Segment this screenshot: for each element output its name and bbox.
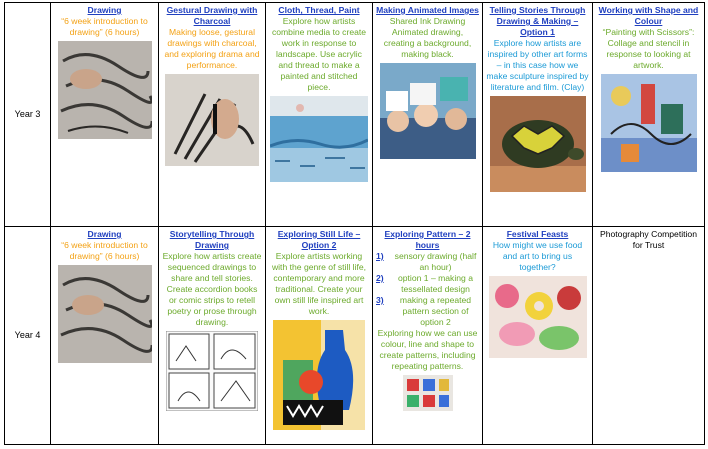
- list-item: [376, 273, 479, 295]
- cell-storytelling-y4: [159, 227, 266, 445]
- drawing-photo: [58, 41, 152, 139]
- cell-festival-y4: [483, 227, 593, 445]
- list-item: [376, 251, 479, 273]
- still-life-artwork: [273, 320, 365, 430]
- cell-animated-y3: [373, 3, 483, 227]
- cell-desc: Explore how artists are inspired by other art forms – in this case how we make sculpture inspired by literature and film. (Clay): [486, 38, 589, 92]
- cell-desc: “6 week introduction to drawing” (6 hours): [61, 240, 148, 261]
- cell-desc: How might we use food and art to bring us together?: [492, 240, 583, 272]
- list-text: option 1 – making a tessellated design: [397, 273, 473, 294]
- cell-title[interactable]: Exploring Still Life – Option 2: [277, 229, 361, 250]
- festival-food-photo: [489, 276, 587, 358]
- year-label: Year 4: [5, 227, 51, 445]
- cell-desc: “6 week introduction to drawing” (6 hours): [61, 16, 148, 37]
- list-item: [376, 295, 479, 328]
- pattern-photo: [403, 375, 453, 411]
- cell-still-life-y4: [266, 227, 373, 445]
- cell-shape-colour-y3: [593, 3, 705, 227]
- cell-title[interactable]: Making Animated Images: [376, 5, 479, 15]
- clay-turtle-photo: [490, 96, 586, 192]
- cell-title[interactable]: Telling Stories Through Drawing & Making – Option 1: [489, 5, 586, 37]
- cell-gestural-y3: [159, 3, 266, 227]
- cell-title[interactable]: Storytelling Through Drawing: [169, 229, 255, 250]
- cell-desc: Explore artists working with the genre of still life, contemporary and more traditional. Create your own still life inspired art work.: [271, 251, 367, 316]
- cell-drawing-y3: [51, 3, 159, 227]
- comic-strip-photo: [166, 331, 258, 411]
- cell-stories-y3: [483, 3, 593, 227]
- list-number: 2): [376, 273, 384, 283]
- cell-desc: Exploring how we can use colour, line and shape to create patterns, including repeating patterns.: [377, 328, 478, 371]
- list-text: sensory drawing (half an hour): [394, 251, 477, 272]
- drawing-photo: [58, 265, 152, 363]
- pattern-steps-list: [376, 251, 479, 328]
- cell-photography-y4: [593, 227, 705, 445]
- cell-title[interactable]: Working with Shape and Colour: [598, 5, 699, 26]
- list-number: 3): [376, 295, 384, 305]
- cell-title[interactable]: Exploring Pattern – 2 hours: [384, 229, 471, 250]
- cell-title[interactable]: Gestural Drawing with Charcoal: [166, 5, 258, 26]
- cell-drawing-y4: [51, 227, 159, 445]
- curriculum-table: [4, 2, 705, 445]
- year-label: Year 3: [5, 3, 51, 227]
- table-row-year3: [5, 3, 705, 227]
- cloth-painting-photo: [270, 96, 368, 182]
- cell-title[interactable]: Drawing: [87, 229, 122, 239]
- cell-desc: Explore how artists combine media to create work in response to landscape. Use acrylic and thread to make a painted and stitched piece.: [271, 16, 367, 92]
- charcoal-photo: [165, 74, 259, 166]
- cell-desc: “Painting with Scissors”: Collage and stencil in response to looking at artwork.: [602, 27, 695, 70]
- cell-title[interactable]: Festival Feasts: [506, 229, 569, 239]
- animated-images-photo: [380, 63, 476, 159]
- cell-desc: Explore how artists create sequenced drawings to share and tell stories. Create accordion books or comic strips to retell poetry or prose through drawing.: [162, 251, 262, 327]
- cell-title[interactable]: Drawing: [87, 5, 122, 15]
- cell-desc: Shared Ink Drawing Animated drawing, creating a background, making black.: [383, 16, 472, 59]
- cell-desc: Photography Competition for Trust: [600, 229, 697, 250]
- table-row-year4: [5, 227, 705, 445]
- list-number: 1): [376, 251, 384, 261]
- list-text: making a repeated pattern section of option 2: [399, 295, 472, 327]
- cell-desc: Making loose, gestural drawings with charcoal, and exploring drama and performance.: [164, 27, 260, 70]
- cell-title[interactable]: Cloth, Thread, Paint: [278, 5, 360, 15]
- collage-artwork-photo: [601, 74, 697, 172]
- cell-cloth-y3: [266, 3, 373, 227]
- cell-pattern-y4: [373, 227, 483, 445]
